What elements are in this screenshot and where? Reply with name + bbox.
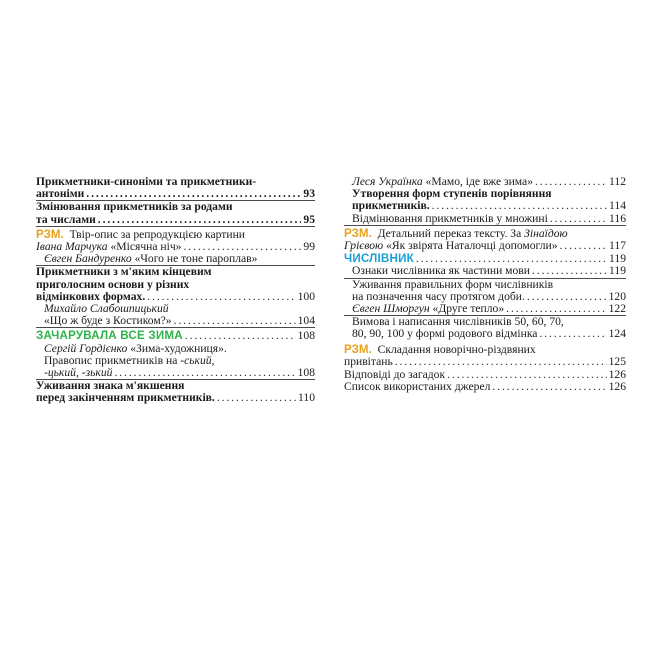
work-title: «Друге тепло» (429, 302, 505, 316)
entry-line: Уживання знака м'якшення (36, 379, 185, 393)
leader-dots (114, 367, 295, 379)
author-name: Грієвою (344, 239, 384, 253)
toc-entry-numeral-features (344, 265, 626, 277)
toc-entry-declension (36, 201, 315, 225)
leader-dots (560, 240, 608, 252)
rzm-label: РЗМ. (344, 342, 372, 356)
page-number: 119 (609, 264, 626, 278)
author-name: Сергій Гордієнко (44, 341, 128, 355)
entry-text: антоніми (36, 187, 85, 201)
entry-suffix: -ський, (180, 353, 215, 367)
toc-entry-hordiienko (36, 343, 315, 380)
entry-text: перед закінченням прикметників. (36, 391, 215, 405)
page-number: 104 (297, 314, 315, 328)
entry-last-line (36, 392, 315, 404)
entry-last-line (344, 240, 626, 252)
section-title: ЧИСЛІВНИК (344, 252, 414, 266)
entry-text: Твір-опис за репродукцією картини (66, 227, 245, 241)
entry-text: Складання новорічно-різдвяних (374, 342, 536, 356)
author-name: Михайло Слабошпицький (44, 302, 169, 316)
toc-left-column (36, 176, 315, 405)
entry-line: Утворення форм ступенів порівняння (352, 187, 552, 201)
entry-text: Список використаних джерел (344, 380, 491, 394)
work-title: «Як звірята Наталочці допомогли» (383, 239, 558, 253)
work-title: «Зима-художниця». (127, 341, 227, 355)
entry-last-line (44, 367, 315, 379)
rzm-label: РЗМ. (36, 227, 64, 241)
toc-entry-time-numerals (344, 279, 626, 303)
entry-last-line (352, 303, 626, 315)
leader-dots (527, 291, 607, 303)
author-name: Євген Бандуренко (44, 252, 132, 266)
leader-dots (432, 200, 607, 212)
toc-entry-soft-sign (36, 380, 315, 404)
leader-dots (217, 392, 296, 404)
entry-text: на позначення часу протягом доби. (352, 289, 525, 303)
entry-text: 80, 90, 100 у формі родового відмінка (352, 327, 538, 341)
toc-entry-rzm-greetings (344, 344, 626, 368)
page-number: 110 (298, 391, 315, 405)
page-number: 108 (297, 329, 315, 343)
toc-right-column (344, 176, 626, 393)
entry-line (44, 253, 315, 265)
toc-entry-plural (344, 213, 626, 225)
page-number: 117 (609, 239, 626, 253)
toc-entry-soft-consonant (36, 266, 315, 303)
entry-line: Прикметники-синоніми та прикметники- (36, 175, 257, 188)
toc-entry-comparison (344, 188, 626, 212)
leader-dots (98, 214, 302, 226)
entry-line: Змінювання прикметників за родами (36, 200, 233, 214)
page-number: 122 (608, 302, 626, 316)
entry-line (344, 344, 626, 356)
entry-last-line (44, 315, 315, 327)
entry-text-wrap (344, 240, 558, 252)
page-number: 112 (609, 175, 626, 188)
entry-last-line (352, 200, 626, 212)
entry-text: Ознаки числівника як частини мови (352, 264, 530, 278)
page-number: 126 (608, 368, 626, 382)
entry-text: Відмінювання прикметників у множині (352, 211, 548, 225)
entry-line: Вимова і написання числівників 50, 60, 70, (352, 315, 564, 329)
toc-entry-pronunciation (344, 316, 626, 340)
page-number: 126 (608, 380, 626, 394)
page-number: 100 (297, 289, 315, 303)
section-title: ЗАЧАРУВАЛА ВСЕ ЗИМА (36, 329, 183, 343)
page-number: 93 (303, 187, 315, 201)
entry-text: прикметників. (352, 199, 430, 213)
entry-text: Правопис прикметників на (44, 353, 181, 367)
work-title: «Що ж буде з Костиком?» (44, 314, 172, 328)
entry-last-line (36, 214, 315, 226)
leader-dots (147, 291, 295, 303)
leader-dots (395, 356, 607, 368)
leader-dots (174, 315, 296, 327)
entry-line: Уживання правильних форм числівників (352, 277, 554, 291)
work-title: «Чого не тоне пароплав» (131, 252, 258, 266)
page-number: 125 (608, 354, 626, 368)
toc-entry-bandurenko (36, 253, 315, 265)
entry-separator (344, 225, 626, 226)
leader-dots (506, 303, 606, 315)
rzm-label: РЗМ. (344, 226, 372, 240)
leader-dots (550, 213, 607, 225)
entry-text: привітань (344, 354, 393, 368)
entry-last-line (36, 188, 315, 200)
entry-last-line (352, 328, 626, 340)
author-name: Євген Шморгун (352, 302, 430, 316)
toc-entry-slaboshpytskyi (36, 303, 315, 327)
entry-line: Прикметники з м'яким кінцевим (36, 265, 212, 279)
entry-text: Відповіді до загадок (344, 368, 446, 382)
page-number: 95 (303, 212, 315, 226)
page-number: 114 (609, 199, 626, 213)
author-name: Зінаїдою (524, 226, 568, 240)
toc-entry-rzm-essay (36, 229, 315, 253)
entry-last-line (344, 356, 626, 368)
toc-entry-sources (344, 381, 626, 393)
toc-entry-synonyms (36, 176, 315, 200)
toc-entry-rzm-retelling (344, 228, 626, 252)
author-name: Івана Марчука (36, 240, 108, 254)
work-title: «Місячна ніч» (107, 240, 182, 254)
page-number: 119 (609, 252, 626, 266)
work-title: «Мамо, іде вже зима» (422, 175, 533, 188)
entry-text-wrap (352, 303, 504, 315)
entry-suffix: -цький, -зький (44, 366, 113, 380)
entry-separator (36, 226, 315, 227)
entry-separator (36, 327, 315, 328)
entry-last-line (352, 213, 626, 225)
toc-entry-shmorhun (344, 303, 626, 315)
page-number: 108 (297, 366, 315, 380)
page-number: 99 (303, 240, 315, 254)
entry-last-line (352, 265, 626, 277)
leader-dots (532, 265, 607, 277)
entry-text: відмінкових формах. (36, 289, 146, 303)
leader-dots (492, 381, 606, 393)
page-number: 124 (608, 327, 626, 341)
entry-last-line (344, 381, 626, 393)
author-name: Леся Українка (352, 175, 423, 188)
leader-dots (539, 328, 606, 340)
leader-dots (86, 188, 301, 200)
page-number: 120 (608, 289, 626, 303)
page-number: 116 (609, 211, 626, 225)
entry-text: та числами (36, 212, 96, 226)
entry-text: Детальний переказ тексту. За (374, 226, 525, 240)
entry-line: приголосним основи у різних (36, 277, 190, 291)
